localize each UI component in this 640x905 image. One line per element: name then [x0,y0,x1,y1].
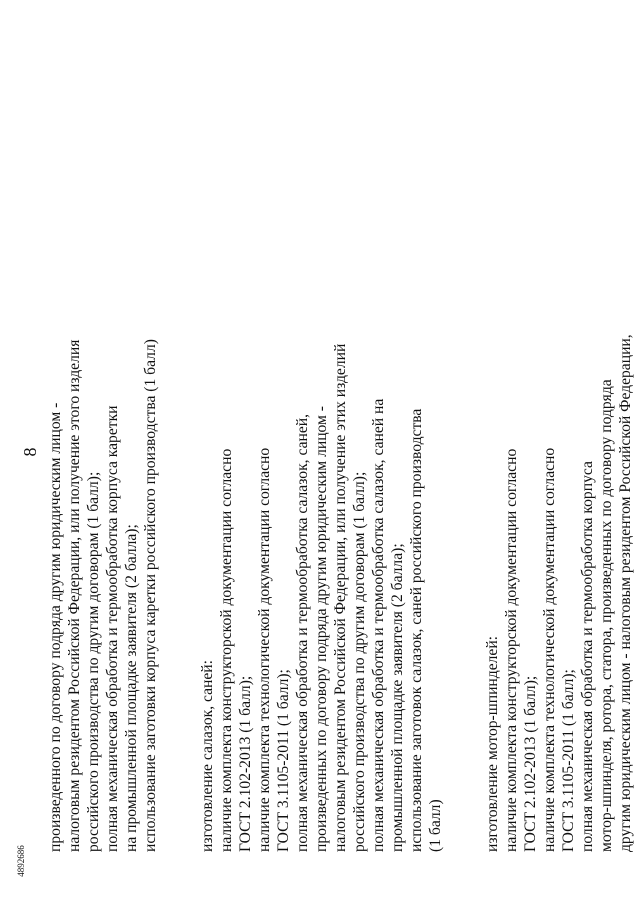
paragraph-gap [445,52,483,852]
text-line: (1 балл) [427,799,444,852]
text-line: полная механическая обработка и термообработка салазок, саней, [294,413,311,852]
text-line: российского производства по другим договорам (1 балл); [351,471,368,852]
rotated-page-content [20,12,634,892]
text-line: наличие комплекта конструкторской документации согласно [218,448,235,852]
page-number: 8 [20,447,40,457]
document-id: 4892686 [16,845,26,877]
paragraph-block-slides [198,52,445,852]
document-id-stamp [6,821,36,901]
text-line: наличие комплекта технологической документации согласно [541,447,558,852]
text-line: использование заготовок салазок, саней российского производства [408,408,425,852]
text-line: промышленной площадке заявителя (2 балла); [389,543,406,852]
paragraph-gap [160,52,198,852]
text-line: изготовление салазок, саней: [199,660,216,852]
text-line: ГОСТ 2.102-2013 (1 балл); [237,675,254,852]
text-line: произведенного по договору подряда другим юридическим лицом - [47,402,64,852]
text-line: полная механическая обработка и термообработка корпуса каретки [104,405,121,852]
text-line: ГОСТ 2.102-2013 (1 балл); [522,675,539,852]
paragraph-block-spindles [483,52,635,852]
text-line: полная механическая обработка и термообработка корпуса [579,461,596,852]
text-line: использование заготовки корпуса каретки российского производства (1 балл) [142,339,159,852]
text-line: другим юридическим лицом - налоговым резидентом Российской Федерации, [617,334,634,852]
text-line: ГОСТ 3.1105-2011 (1 балл); [275,669,292,852]
text-line: полная механическая обработка и термообработка салазок, саней на [370,398,387,852]
text-line: мотор-шпинделя, ротора, статора, произведенных по договору подряда [598,379,615,852]
text-line: налоговым резидентом Российской Федерации, или получение этих изделий [332,343,349,852]
text-line: российского производства по другим договорам (1 балл); [85,471,102,852]
paragraph-block-carriage [46,52,160,852]
document-body [46,52,635,852]
text-line: произведенных по договору подряда другим юридическим лицом - [313,405,330,852]
text-line: наличие комплекта технологической документации согласно [256,447,273,852]
text-line: изготовление мотор-шпинделей: [484,635,501,852]
text-line: ГОСТ 3.1105-2011 (1 балл); [560,669,577,852]
text-line: налоговым резидентом Российской Федерации, или получение этого изделия [66,339,83,852]
text-line: на промышленной площадке заявителя (2 балла); [123,524,140,852]
text-line: наличие комплекта конструкторской документации согласно [503,448,520,852]
